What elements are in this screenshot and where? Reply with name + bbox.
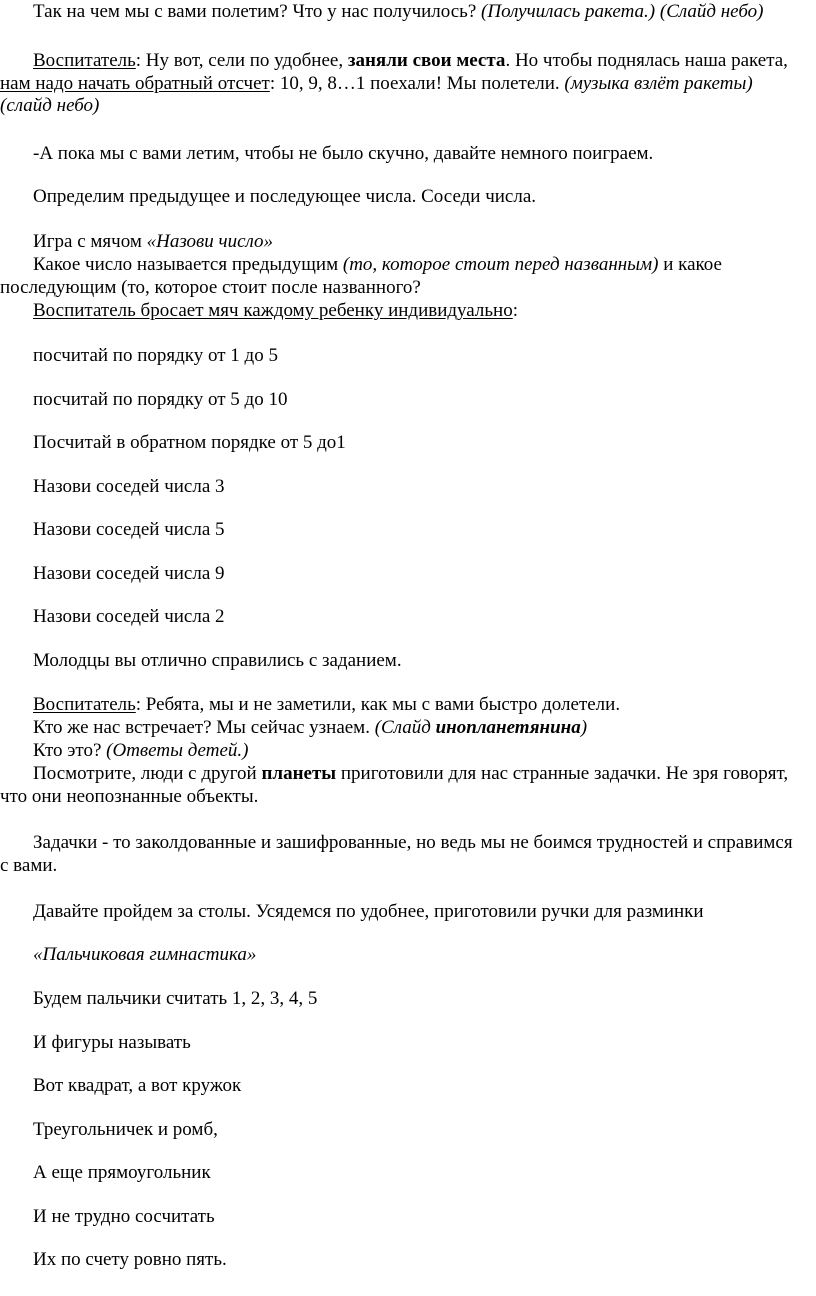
- launch-bold: заняли свои места: [347, 50, 506, 71]
- game-prefix: Игра с мячом: [33, 231, 147, 252]
- task-item: Назови соседей числа 5: [33, 519, 225, 540]
- question-paragraph: [0, 254, 800, 299]
- poem-line: И не трудно сосчитать: [33, 1206, 215, 1227]
- launch-countdown: нам надо начать обратный отсчет: [0, 72, 270, 94]
- look-text-1: Посмотрите, люди с другой: [33, 763, 262, 784]
- intro-note: (Получилась ракета.) (Слайд небо): [481, 1, 764, 22]
- play-line: -А пока мы с вами летим, чтобы не было скучно, давайте немного поиграем.: [33, 143, 654, 164]
- game-name: «Назови число»: [146, 231, 274, 252]
- game-title: [0, 231, 800, 254]
- question-text-2: и какое последующим (то, которое стоит после названного?: [0, 254, 722, 298]
- arrival-text: : Ребята, мы и не заметили, как мы с вами быстро долетели.: [135, 694, 621, 715]
- task-item: Назови соседей числа 3: [33, 476, 225, 497]
- poem-line: И фигуры называть: [33, 1032, 191, 1053]
- meet-note-bold: инопланетянина: [435, 717, 581, 738]
- intro-text: Так на чем мы с вами полетим? Что у нас получилось?: [33, 1, 482, 22]
- tables-line: Давайте пройдем за столы. Усядемся по удобнее, приготовили ручки для разминки: [33, 901, 704, 922]
- poem-line: А еще прямоугольник: [33, 1162, 211, 1183]
- poem-line: Треугольничек и ромб,: [33, 1119, 218, 1140]
- launch-text-2: . Но чтобы поднялась наша ракета,: [505, 50, 788, 71]
- who-note: (Ответы детей.): [106, 740, 249, 761]
- ball-line-underlined: Воспитатель бросает мяч каждому ребенку индивидуально: [33, 300, 513, 321]
- poem-line: Будем пальчики считать 1, 2, 3, 4, 5: [33, 988, 318, 1009]
- ball-line-tail: :: [512, 300, 518, 321]
- poem-line: Вот квадрат, а вот кружок: [33, 1075, 242, 1096]
- launch-text-3: : 10, 9, 8…1 поехали! Мы полетели.: [269, 72, 565, 94]
- task-item: Назови соседей числа 9: [33, 563, 225, 584]
- neighbors-line: Определим предыдущее и последующее числа. Соседи числа.: [33, 186, 537, 207]
- look-paragraph: [0, 763, 800, 808]
- task-item: посчитай по порядку от 1 до 5: [33, 345, 278, 366]
- gymnastics-title: «Пальчиковая гимнастика»: [33, 944, 257, 965]
- arrival-line: [0, 694, 800, 717]
- arrival-speaker: Воспитатель: [33, 694, 136, 715]
- tasks-intro-paragraph: Задачки - то заколдованные и зашифрованные, но ведь мы не боимся трудностей и справимся с вами.: [0, 832, 793, 876]
- who-text: Кто это?: [33, 740, 107, 761]
- question-note: (то, которое стоит перед названным): [342, 254, 659, 275]
- task-item: посчитай по порядку от 5 до 10: [33, 389, 288, 410]
- launch-note: (музыка взлёт ракеты) (слайд небо): [0, 72, 753, 116]
- intro-paragraph: [0, 1, 800, 24]
- launch-text-1: : Ну вот, сели по удобнее,: [135, 50, 348, 71]
- task-item: Посчитай в обратном порядке от 5 до1: [33, 432, 346, 453]
- look-bold: планеты: [261, 763, 337, 784]
- meet-note-close: ): [580, 717, 588, 738]
- launch-speaker: Воспитатель: [33, 50, 136, 71]
- look-text-2: приготовили для нас странные задачки. Не зря говорят, что они неопознанные объекты.: [0, 763, 789, 807]
- meet-text: Кто же нас встречает? Мы сейчас узнаем.: [33, 717, 375, 738]
- launch-paragraph: [0, 50, 800, 118]
- task-item: Назови соседей числа 2: [33, 606, 225, 627]
- meet-line: [0, 717, 800, 740]
- question-text-1: Какое число называется предыдущим: [33, 254, 343, 275]
- who-line: [0, 740, 800, 763]
- poem-line: Их по счету ровно пять.: [33, 1249, 227, 1270]
- ball-line: [0, 300, 800, 323]
- meet-note-open: (Слайд: [374, 717, 436, 738]
- praise-line: Молодцы вы отлично справились с заданием.: [33, 650, 402, 671]
